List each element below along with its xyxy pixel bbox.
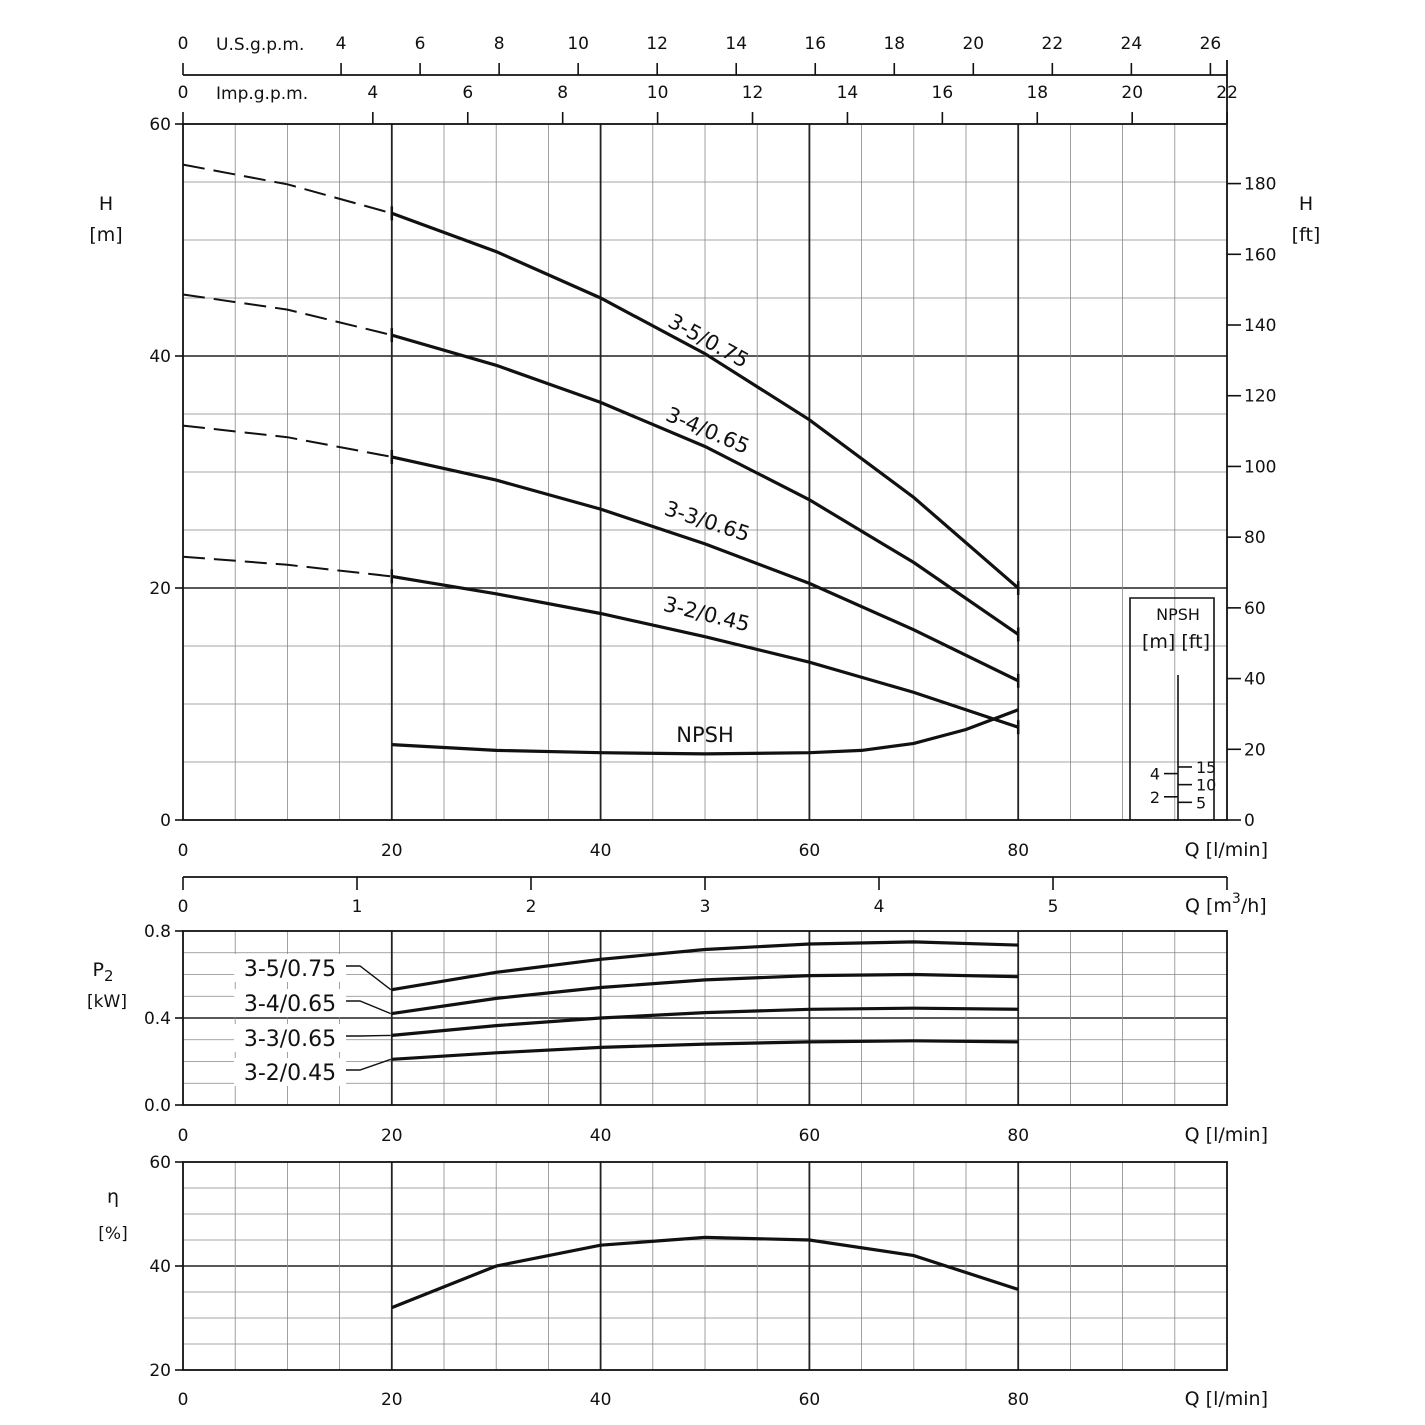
head-ft-tick-label: 20 (1244, 740, 1266, 761)
head-y-axis-label: H (98, 193, 114, 215)
usgpm-tick-label: 12 (646, 34, 669, 54)
efficiency-x-axis-label: Q [l/min] (1184, 1388, 1268, 1410)
power-y-tick-label: 0.8 (143, 922, 171, 942)
impgpm-tick-label: 4 (367, 83, 379, 103)
power-x-tick-label: 80 (1007, 1126, 1030, 1146)
head-ft-tick-label: 80 (1244, 528, 1266, 549)
power-y-axis-label: $P_2$ (92, 959, 114, 985)
head-ft-tick-label: 0 (1244, 811, 1255, 831)
power-y-tick-label: 0.0 (143, 1096, 171, 1116)
power-x-tick-label: 0 (177, 1126, 189, 1146)
impgpm-tick-label: 6 (462, 83, 474, 103)
npsh-ft-tick-label: 5 (1196, 793, 1207, 813)
head-ft-axis-unit: [ft] (1291, 224, 1321, 246)
usgpm-tick-label: 6 (414, 34, 426, 54)
m3h-tick-label: 3 (699, 897, 711, 917)
head-curve-label: 3-5/0.75 (664, 309, 753, 373)
usgpm-tick-label: 22 (1041, 34, 1064, 54)
impgpm-axis-label: Imp.g.p.m. (216, 84, 309, 104)
head-y-tick-label: 0 (160, 811, 171, 831)
impgpm-tick-label: 16 (931, 83, 954, 103)
head-ft-tick-label: 160 (1244, 245, 1277, 266)
usgpm-tick-label: 10 (567, 34, 589, 54)
head-curve-label: 3-4/0.65 (662, 402, 753, 459)
m3h-tick-label: 0 (177, 897, 189, 917)
impgpm-tick-label: 12 (741, 83, 764, 103)
efficiency-y-tick-label: 20 (149, 1361, 171, 1381)
efficiency-y-tick-label: 60 (149, 1153, 171, 1173)
head-x-tick-label: 80 (1007, 841, 1030, 861)
power-legend-label: 3-4/0.65 (243, 992, 337, 1017)
head-ft-axis-label: H (1298, 193, 1314, 215)
head-x-tick-label: 60 (798, 841, 821, 861)
power-legend-label: 3-5/0.75 (243, 957, 337, 982)
impgpm-tick-label: 22 (1216, 83, 1238, 103)
usgpm-tick-label: 4 (335, 34, 347, 54)
efficiency-y-tick-label: 40 (149, 1257, 171, 1277)
efficiency-x-tick-label: 80 (1007, 1390, 1030, 1410)
power-legend-label: 3-3/0.65 (243, 1027, 337, 1052)
efficiency-y-axis-unit: [%] (98, 1224, 128, 1244)
head-y-tick-label: 20 (149, 579, 171, 599)
head-ft-tick-label: 60 (1244, 598, 1266, 619)
efficiency-x-tick-label: 0 (177, 1390, 189, 1410)
npsh-m-tick-label: 4 (1149, 764, 1160, 784)
impgpm-tick-label: 8 (557, 83, 569, 103)
npsh-inset-title: NPSH (1156, 605, 1200, 624)
head-ft-tick-label: 100 (1244, 457, 1277, 478)
efficiency-x-tick-label: 60 (798, 1390, 821, 1410)
npsh-ft-tick-label: 15 (1196, 757, 1217, 777)
impgpm-tick-label: 10 (646, 83, 669, 103)
power-x-tick-label: 20 (380, 1126, 403, 1146)
head-ft-tick-label: 120 (1244, 386, 1277, 407)
usgpm-tick-label: 18 (883, 34, 906, 54)
power-legend-leader (346, 966, 391, 990)
usgpm-tick-label: 16 (804, 34, 827, 54)
head-x-axis-label: Q [l/min] (1184, 839, 1268, 861)
head-curve-label: 3-2/0.45 (661, 591, 753, 637)
usgpm-tick-label: 26 (1199, 34, 1222, 54)
efficiency-x-tick-label: 40 (589, 1390, 612, 1410)
head-ft-tick-label: 40 (1244, 669, 1266, 690)
m3h-tick-label: 5 (1047, 897, 1059, 917)
power-legend-label: 3-2/0.45 (243, 1061, 337, 1086)
npsh-inset-units: [m] [ft] (1141, 631, 1211, 653)
usgpm-tick-label: 24 (1120, 34, 1143, 54)
impgpm-tick-label: 14 (836, 83, 859, 103)
power-y-axis-unit: [kW] (87, 992, 127, 1012)
usgpm-tick-label: 20 (962, 34, 985, 54)
head-curve-label: 3-3/0.65 (661, 496, 753, 547)
m3h-tick-label: 1 (351, 897, 363, 917)
efficiency-x-tick-label: 20 (380, 1390, 403, 1410)
head-x-tick-label: 20 (380, 841, 403, 861)
power-x-tick-label: 40 (589, 1126, 612, 1146)
head-x-tick-label: 40 (589, 841, 612, 861)
power-legend-leader (346, 1035, 391, 1036)
head-y-tick-label: 40 (149, 347, 171, 367)
power-y-tick-label: 0.4 (143, 1009, 171, 1029)
usgpm-axis-label: U.S.g.p.m. (216, 35, 305, 55)
usgpm-tick-label: 0 (177, 34, 189, 54)
head-y-axis-unit: [m] (89, 224, 123, 246)
usgpm-tick-label: 14 (725, 34, 748, 54)
power-x-axis-label: Q [l/min] (1184, 1124, 1268, 1146)
power-legend-leader (346, 1001, 391, 1014)
head-curve-label: NPSH (676, 723, 734, 747)
m3h-axis-label: Q $[m^3/h]$ (1185, 891, 1267, 917)
head-ft-tick-label: 180 (1244, 174, 1277, 195)
head-x-tick-label: 0 (177, 841, 189, 861)
impgpm-tick-label: 18 (1026, 83, 1049, 103)
power-x-tick-label: 60 (798, 1126, 821, 1146)
m3h-tick-label: 4 (873, 897, 885, 917)
power-legend-leader (346, 1059, 391, 1070)
npsh-ft-tick-label: 10 (1196, 775, 1217, 795)
m3h-tick-label: 2 (525, 897, 537, 917)
impgpm-tick-label: 0 (177, 83, 189, 103)
usgpm-tick-label: 8 (493, 34, 505, 54)
npsh-m-tick-label: 2 (1149, 787, 1160, 807)
head-ft-tick-label: 140 (1244, 316, 1277, 337)
impgpm-tick-label: 20 (1121, 83, 1144, 103)
efficiency-y-axis-label: η (106, 1186, 120, 1208)
head-y-tick-label: 60 (149, 115, 171, 135)
